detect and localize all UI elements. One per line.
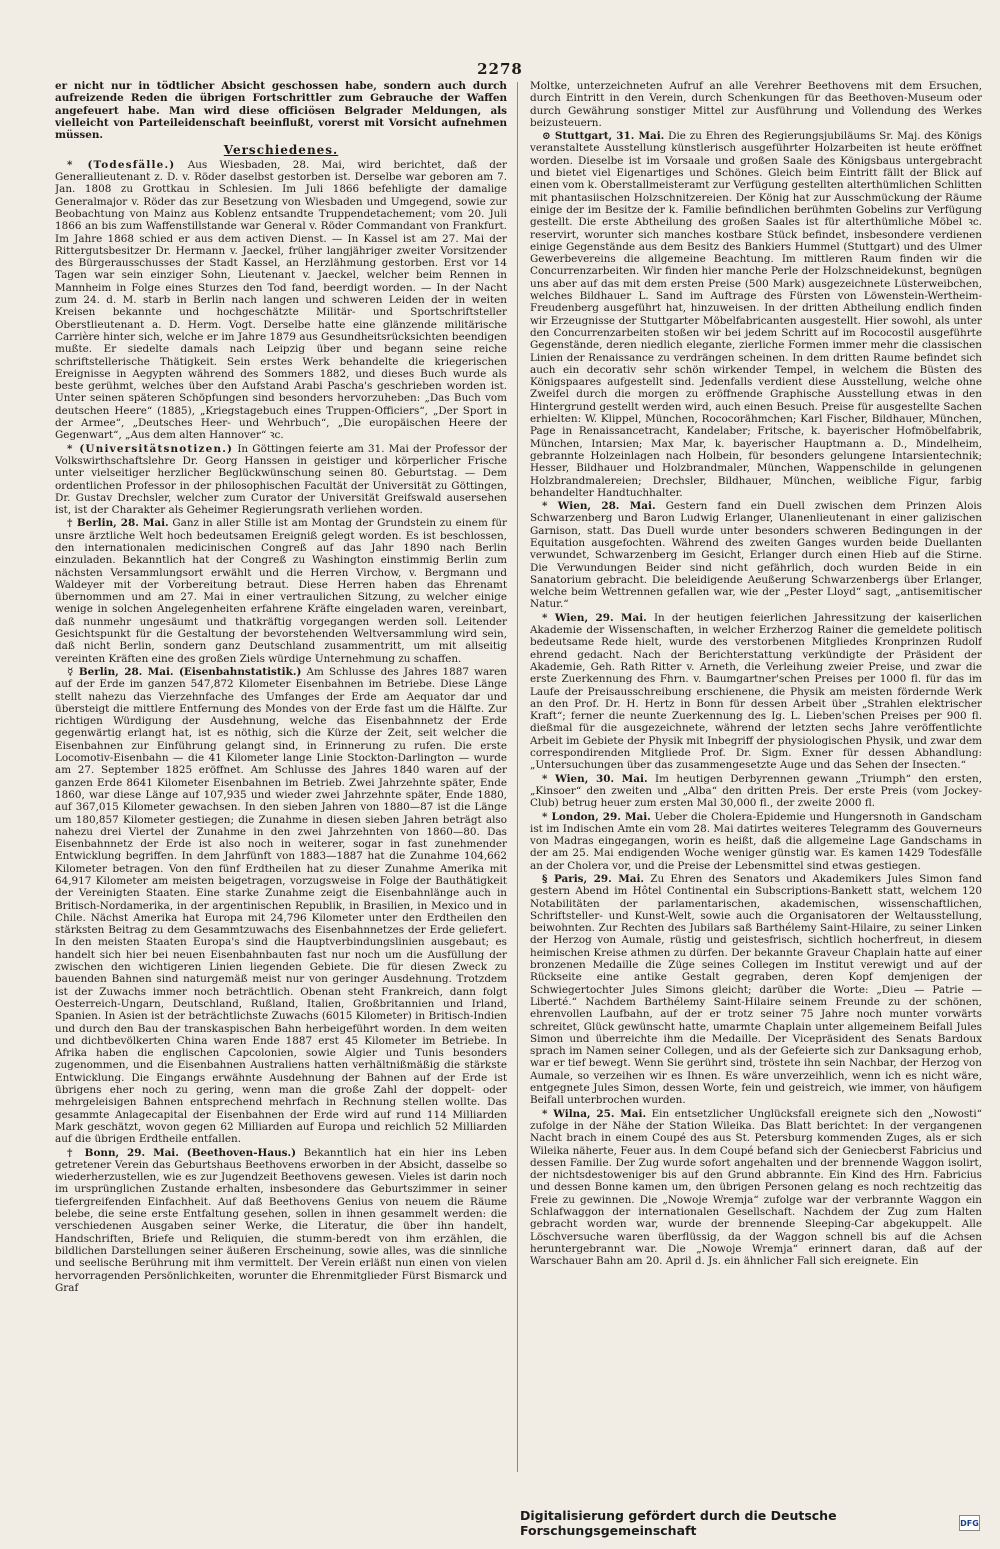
article-heading: ⊙ Stuttgart, 31. Mai. [542,130,665,143]
article-wilna [530,1108,982,1268]
article-stuttgart [530,130,982,499]
article-body: In der heutigen feierlichen Jahressitzung der kaiserlichen Akademie der Wissenschaften, in welcher Erzherzog Rainer die gemeldete politisch bedeutsame Rede hielt, wurde des verstorbenen Mitgliedes Kronprinzen Rudolf ehrend gedacht. Nach der Berichterstattung verkündigte der Präsident der Akademie, Geh. Rath Ritter v. Arneth, die Verleihung zweier Preise, und zwar die erste Zuerkennung des Fhrn. v. Baumgartner'schen Preises per 1000 fl. für das im Laufe der Preisausschreibung erschienene, die Physik am meisten fördernde Werk an den Prof. Dr. H. Hertz in Bonn für dessen Arbeit über „Strahlen elektrischer Kraft“; ferner die neunte Zuerkennung des Ig. L. Lieben'schen Preises per 900 fl. dießmal für die ausgezeichnete, während der letzten sechs Jahre veröffentlichte Arbeit im Gebiete der Physik mit Inbegriff der physiologischen Physik, und zwar dem correspondirenden Mitgliede Prof. Dr. Sigm. Exner für dessen Abhandlung: „Untersuchungen über das zusammengesetzte Auge und das Sehen der Insecten.“ [530,611,982,772]
article-heading: † Berlin, 28. Mai. [67,517,169,530]
article-heading: * Wien, 30. Mai. [542,772,648,785]
article-body: Bekanntlich hat ein hier ins Leben getretener Verein das Geburtshaus Beethovens erworben in der Absicht, dasselbe so wiederherzustellen, wie es zur Jugendzeit Beethovens gewesen. Vieles ist darin noch im ursprünglichen Zustande erhalten, insbesondere das Geburtszimmer in seiner tiefergreifenden Einfachheit. Auf daß Beethovens Genius von neuem die Räume belebe, die seine erste Entfaltung gesehen, sollen in ihnen gesammelt werden: die verschiedenen Ausgaben seiner Werke, die Literatur, die über ihn handelt, Handschriften, Briefe und Reliquien, die stumm-beredt von ihm erzählen, die bildlichen Darstellungen seiner äußeren Erscheinung, sowie alles, was die sinnliche und seelische Berührung mit ihm vermittelt. Der Verein erläßt nun einen von vielen hervorragenden Persönlichkeiten, worunter die Ehrenmitglieder Fürst Bismarck und Graf [55,1146,507,1294]
article-heading: * (Todesfälle.) [67,158,176,171]
column-divider [517,82,518,1472]
article-heading: * Wien, 28. Mai. [542,500,656,513]
article-body: In Göttingen feierte am 31. Mai der Professor der Volkswirthschaftslehre Dr. Georg Hanssen in geistiger und körperlicher Frische unter vielseitiger herzlicher Beglückwünschung seinen 80. Geburtstag. — Dem ordentlichen Professor in der philosophischen Facultät der Universität zu Göttingen, Dr. Gustav Drechsler, welcher zum Curator der Universität Greifswald ausersehen ist, ist der Charakter als Geheimer Regierungsrath verliehen worden. [55,442,507,517]
right-column [530,80,982,1480]
article-body: Aus Wiesbaden, 28. Mai, wird berichtet, daß der Generallieutenant z. D. v. Röder daselbst gestorben ist. Derselbe war geboren am 7. Jan. 1808 zu Grottkau in Schlesien. Im Juli 1866 befehligte der damalige Generalmajor v. Röder das zur Besetzung von Wiesbaden und Umgegend, sowie zur Beobachtung von Mainz aus Koblenz entsandte Truppendetachement; vom 20. Juli 1866 an bis zum Waffenstillstande war General v. Röder Commandant von Frankfurt. Im Jahre 1868 schied er aus dem activen Dienst. — In Kassel ist am 27. Mai der Rittergutsbesitzer Dr. Hermann v. Jaeckel, früher langjähriger zweiter Vorsitzender des Bürgerausschusses der Stadt Kassel, an Herzlähmung gestorben. Erst vor 14 Tagen war sein einziger Sohn, Lieutenant v. Jaeckel, welcher beim Rennen in Mannheim in Folge eines Sturzes den Tod fand, beerdigt worden. — In der Nacht zum 24. d. M. starb in Berlin nach langen und schweren Leiden der in weiten Kreisen bekannte und hochgeschätzte Militär- und Sportschriftsteller Oberstlieutenant a. D. Herm. Vogt. Derselbe hatte eine glänzende militärische Carrière hinter sich, welche er im Jahre 1879 aus Gesundheitsrücksichten beendigen mußte. Er siedelte damals nach Leipzig über und begann seine reiche schriftstellerische Thätigkeit. Sein erstes Werk behandelte die kriegerischen Ereignisse in Aegypten während des Sommers 1882, und dieses Buch wurde als beste gerühmt, welches über den Aufstand Arabi Pascha's geschrieben worden ist. Unter seinen späteren Schöpfungen sind besonders hervorzuheben: „Das Buch vom deutschen Heere“ (1885), „Kriegstagebuch eines Truppen-Officiers“, „Der Sport in der Armee“, „Deutsches Heer- und Wehrbuch“, „Die europäischen Heere der Gegenwart“, „Aus dem alten Hannover“ ꝛc. [55,158,507,442]
article-heading: § Paris, 29. Mai. [542,873,645,885]
footer-bar [520,1508,980,1538]
article-berlin-railway [55,666,507,1146]
article-heading: * Wilna, 25. Mai. [542,1107,647,1120]
article-body: Die zu Ehren des Regierungsjubiläums Sr. Maj. des Königs veranstaltete Ausstellung künstlerisch ausgeführter Holzarbeiten ist heute eröffnet worden. Dieselbe ist im Vorsaale und großen Saale des Königsbaus untergebracht und bietet viel Eigenartiges und Schönes. Gleich beim Eintritt fällt der Blick auf einen vom k. Oberstallmeisteramt zur Verfügung gestellten alterthümlichen Schlitten mit phantasiischen Holzschnitzereien. Der König hat zur Ausschmückung der Räume einige der im Besitze der k. Familie befindlichen berühmten Gobelins zur Verfügung gestellt. Die erste Abtheilung des großen Saales ist für alterthümliche Möbel ꝛc. reservirt, worunter sich manches kostbare Stück befindet, insbesondere verdienen einige Gegenstände aus dem Besitz des Bankiers Hummel (Stuttgart) und des Ulmer Gewerbevereins die allgemeine Beachtung. Im mittleren Raum finden wir die Concurrenzarbeiten. Wir finden hier manche Perle der Holzschneidekunst, begnügen uns aber auf das mit dem ersten Preise (500 Mark) ausgezeichnete Lüsterweibchen, welches Bildhauer L. Sand im Auftrage des Fürsten von Löwenstein-Wertheim-Freudenberg ausgeführt hat, hinzuweisen. In der dritten Abtheilung endlich finden wir Erzeugnisse der Stuttgarter Möbelfabricanten ausgestellt. Hier sowohl, als unter den Concurrenzarbeiten stoßen wir bei jedem Schritt auf im Rococostil ausgeführte Gegenstände, deren niedlich elegante, zierliche Formen immer mehr die classischen Linien der Renaissance zu verdrängen scheinen. In dem dritten Raume befindet sich auch ein decorativ sehr schön wirkender Tempel, in welchem die Büsten des Königspaares aufgestellt sind. Jedenfalls verdient diese Ausstellung, welche ohne Zweifel durch die morgen zu eröffnende Graphische Ausstellung etwas in den Hintergrund gestellt werden wird, auch einen Besuch. Preise für ausgestellte Sachen erhielten: W. Klippel, München, Rococorähmchen; Karl Fischer, Bildhauer, München, Page in Renaissancetracht, Kandelaber; Fritsche, k. bayerischer Hofmöbelfabrik, München, Intarsien; Max Mar, k. bayerischer Hauptmann a. D., Mindelheim, gebrannte Holzeinlagen nach Holbein, für besonders gelungene Intarsientechnik; Hesser, Bildhauer und Holzbrandmaler, München, Wappenschilde in gelungenen Holzbrandmalereien; Drechsler, Bildhauer, München, weibliche Figur, farbig behandelter Handtuchhalter. [530,130,982,499]
article-heading: † Bonn, 29. Mai. (Beethoven-Haus.) [67,1146,297,1159]
section-title: Verschiedenes. [223,143,339,158]
article-body: Zu Ehren des Senators und Akademikers Jules Simon fand gestern Abend im Hôtel Continental ein Subscriptions-Bankett statt, welchem 120 Notabilitäten der parlamentarischen, akademischen, wissenschaftlichen, Schriftsteller- und Kunst-Welt, sowie auch die Organisatoren der Weltausstellung, beiwohnten. Zur Rechten des Jubilars saß Barthélemy Saint-Hilaire, zu seiner Linken der Herzog von Aumale, rüstig und geistesfrisch, sichtlich hocherfreut, in diesem heimischen Kreise athmen zu dürfen. Der bekannte Graveur Chaplain hatte auf einer bronzenen Medaille die Züge seines Collegen im Institut verewigt und auf der Rückseite eine antike Gestalt gegraben, deren Kopf demjenigen der Schwiegertochter Jules Simons gleicht; darüber die Worte: „Dieu — Patrie — Liberté.“ Nachdem Barthélemy Saint-Hilaire seinem Freunde zu der schönen, ehrenvollen Laufbahn, auf der er trotz seiner 75 Jahre noch munter vorwärts schreitet, Glück gewünscht hatte, umarmte Chaplain unter allgemeinem Beifall Jules Simon und überreichte ihm die Medaille. Der Vicepräsident des Senats Bardoux sprach im Namen seiner Collegen, und als der Gefeierte sich zur Danksagung erhob, war er tief bewegt. Wenn Sie gerührt sind, tröstete ihn sein Nachbar, der Herzog von Aumale, so verzeihen wir es Ihnen. Es wäre unverzeihlich, wenn ich es nicht wäre, entgegnete Jules Simon, dessen Worte, fein und geistreich, wie immer, von häufigem Beifall unterbrochen wurden. [530,873,982,1107]
dfg-logo-icon: DFG [959,1515,980,1531]
article-body: Gestern fand ein Duell zwischen dem Prinzen Alois Schwarzenberg und Baron Ludwig Erlanger, Ulanenlieutenant in einer galizischen Garnison, statt. Das Duell wurde unter besonders schweren Bedingungen in der Equitation ausgefochten. Während des zweiten Ganges wurden beide Duellanten verwundet, Schwarzenberg im Gesicht, Erlanger durch einen Hieb auf die Stirne. Die Verwundungen Beider sind nicht gefährlich, doch wurden Beide in ein Sanatorium gebracht. Die beleidigende Aeußerung Schwarzenbergs über Erlanger, welche beim Wettrennen gefallen war, wie der „Pester Lloyd“ sagt, „antisemitischer Natur.“ [530,500,982,611]
article-heading: * Wien, 29. Mai. [542,611,647,624]
article-wien-derby [530,773,982,810]
article-body: Am Schlusse des Jahres 1887 waren auf der Erde im ganzen 547,872 Kilometer Eisenbahnen im Betriebe. Diese Länge stellt nahezu das Vierzehnfache des Umfanges der Erde am Aequator dar und übersteigt die mittlere Entfernung des Mondes von der Erde fast um die Hälfte. Zur richtigen Würdigung der Ausdehnung, welche das Eisenbahnnetz der Erde gegenwärtig erlangt hat, ist es nöthig, sich die Kürze der Zeit, seit welcher die Eisenbahnen zur Einführung gelangt sind, in Erinnerung zu rufen. Die erste Locomotiv-Eisenbahn — die 41 Kilometer lange Linie Stockton-Darlington — wurde am 27. September 1825 eröffnet. Am Schlusse des Jahres 1840 waren auf der ganzen Erde 8641 Kilometer Eisenbahnen im Betrieb. Zwei Jahrzehnte später, Ende 1860, war diese Länge auf 107,935 und wieder zwei Jahrzehnte später, Ende 1880, auf 367,015 Kilometer gewachsen. In den sieben Jahren von 1880—87 ist die Länge um 180,857 Kilometer gestiegen; die Zunahme in diesen sieben Jahren beträgt also nahezu drei Viertel der Zunahme in den zwei Jahrzehnten von 1860—80. Das Eisenbahnnetz der Erde ist also noch in weiterer, sogar in fast zunehmender Entwicklung begriffen. In dem Jahrfünft von 1883—1887 hat die Zunahme 104,662 Kilometer betragen. Von den fünf Erdtheilen hat zu dieser Zunahme Amerika mit 64,917 Kilometer am meisten beigetragen, vorzugsweise in Folge der Bauthätigkeit der Vereinigten Staaten. Eine starke Zunahme zeigt die Eisenbahnlänge auch in Britisch-Nordamerika, in der argentinischen Republik, in Brasilien, in Mexico und in Chile. Nächst Amerika hat Europa mit 24,796 Kilometer unter den Erdtheilen den stärksten Beitrag zu dem Gesammtzuwachs des Eisenbahnnetzes der Erde geliefert. In den meisten Staaten Europa's sind die Hauptverbindungslinien ausgebaut; es handelt sich hier bei neuen Eisenbahnbauten fast nur noch um die Ausfüllung der zwischen den wichtigeren Linien liegenden Gebiete. Die für diesen Zweck zu bauenden Bahnen sind naturgemäß meist nur von geringer Ausdehnung. Trotzdem ist der Zuwachs immer noch beträchtlich. Obenan steht Frankreich, dann folgt Oesterreich-Ungarn, Deutschland, Rußland, Italien, Großbritannien und Irland, Spanien. In Asien ist der beträchtlichste Zuwachs (6015 Kilometer) in Britisch-Indien und durch den Bau der transkaspischen Bahn herbeigeführt worden. In dem weiten und dichtbevölkerten China waren Ende 1887 erst 45 Kilometer im Betriebe. In Afrika haben die englischen Capcolonien, sowie Algier und Tunis besonders zugenommen, und die Eisenbahnen Australiens hatten verhältnißmäßig die stärkste Entwicklung. Die Eingangs erwähnte Ausdehnung der Bahnen auf der Erde ist übrigens eher noch zu gering, wenn man die große Zahl der doppelt- oder mehrgeleisigen Bahnen entsprechend mehrfach in Rechnung stellen wollte. Das gesammte Anlagecapital der Eisenbahnen der Erde wird auf rund 114 Milliarden Mark geschätzt, wovon gegen 62 Milliarden auf Europa und reichlich 52 Milliarden auf die übrigen Erdtheile entfallen. [55,665,507,1146]
article-heading: * London, 29. Mai. [542,810,651,823]
article-todesfaelle [55,159,507,442]
article-body: Ueber die Cholera-Epidemie und Hungersnoth in Gandscham ist im Indischen Amte ein vom 28. Mai datirtes weiteres Telegramm des Gouverneurs von Madras eingegangen, worin es heißt, daß die allgemeine Lage Gandschams in der am 25. Mai endigenden Woche weniger günstig war. Es kamen 1429 Todesfälle an der Cholera vor, und die Preise der Lebensmittel sind etwas gestiegen. [530,810,982,872]
article-body: Ganz in aller Stille ist am Montag der Grundstein zu einem für unsre ärztliche Welt hoch bedeutsamen Ereigniß gelegt worden. Es ist beschlossen, den internationalen medicinischen Congreß auf das Jahr 1890 nach Berlin einzuladen. Bekanntlich hat der Congreß zu Washington einstimmig Berlin zum nächsten Versammlungsort erwählt und die Herren Virchow, v. Bergmann und Waldeyer mit der Vorbereitung betraut. Diese Herren haben das Ehrenamt übernommen und am 27. Mai in einer vertraulichen Sitzung, zu welcher einige wenige in solchen Angelegenheiten erfahrene Kräfte eingeladen waren, vereinbart, daß nunmehr ungesäumt und thatkräftig vorgegangen werden soll. Leitender Gesichtspunkt für die Gestaltung der bevorstehenden Weltversammlung wird sein, daß nicht Berlin, sondern ganz Deutschland zusammentritt, um mit allseitig vereinten Kräften eine des großen Ziels würdige Unternehmung zu schaffen. [55,517,507,665]
article-body: Ein entsetzlicher Unglücksfall ereignete sich den „Nowosti“ zufolge in der Nähe der Station Wileika. Das Blatt berichtet: In der vergangenen Nacht brach in einem Coupé des aus St. Petersburg kommenden Zuges, als er sich Wileika näherte, Feuer aus. In dem Coupé befand sich der Geniecberst Fabricius und dessen Familie. Der Zug wurde sofort angehalten und der brennende Waggon isolirt, der nichtsdestoweniger bis auf den Grund abbrannte. Ein Kind des Hrn. Fabricius und dessen Bonne kamen um, den übrigen Personen gelang es noch rechtzeitig das Freie zu gewinnen. Die „Nowoje Wremja“ zufolge war der verbrannte Waggon ein Schlafwaggon der internationalen Gesellschaft. Nachdem der Zug zum Halten gebracht worden war, wurde der brennende Sleeping-Car abgekuppelt. Alle Löschversuche waren überflüssig, da der Waggon schnell bis auf die Achsen heruntergebrannt war. Die „Nowoje Wremja“ erinnert daran, daß auf der Warschauer Bahn am 20. April d. Js. ein ähnlicher Fall sich ereignete. Ein [530,1107,982,1268]
article-paris [530,873,982,1107]
page-number: 2278 [477,60,523,78]
article-continuation: Moltke, unterzeichneten Aufruf an alle Verehrer Beethovens mit dem Ersuchen, durch Eintritt in den Verein, durch Schenkungen für das Beethoven-Museum oder durch Gewährung sonstiger Mittel zur Ausführung und Vollendung des Werkes beizusteuern. [530,80,982,129]
article-heading: * (Universitätsnotizen.) [67,442,234,455]
article-universitaet [55,443,507,517]
article-berlin-congress [55,517,507,665]
funding-credit: Digitalisierung gefördert durch die Deutsche Forschungsgemeinschaft [520,1508,837,1538]
left-column [55,80,507,1480]
intro-paragraph: er nicht nur in tödtlicher Absicht geschossen habe, sondern auch durch aufreizende Reden die übrigen Fortschrittler zum Gebrauche der Waffen angefeuert habe. Man wird diese officiösen Belgrader Meldungen, als vielleicht von Parteileidenschaft beeinflußt, vorerst mit Vorsicht aufnehmen müssen. [55,80,507,142]
article-wien-duell [530,500,982,611]
article-wien-akademie [530,612,982,772]
article-heading: ☿ Berlin, 28. Mai. (Eisenbahnstatistik.) [67,665,302,678]
article-bonn-beethoven [55,1147,507,1295]
article-body: Im heutigen Derbyrennen gewann „Triumph“ den ersten, „Kinsoer“ den zweiten und „Alba“ den dritten Preis. Der erste Preis (vom Jockey-Club) betrug heuer zum ersten Mal 30,000 fl., der zweite 2000 fl. [530,772,982,810]
article-london [530,811,982,872]
